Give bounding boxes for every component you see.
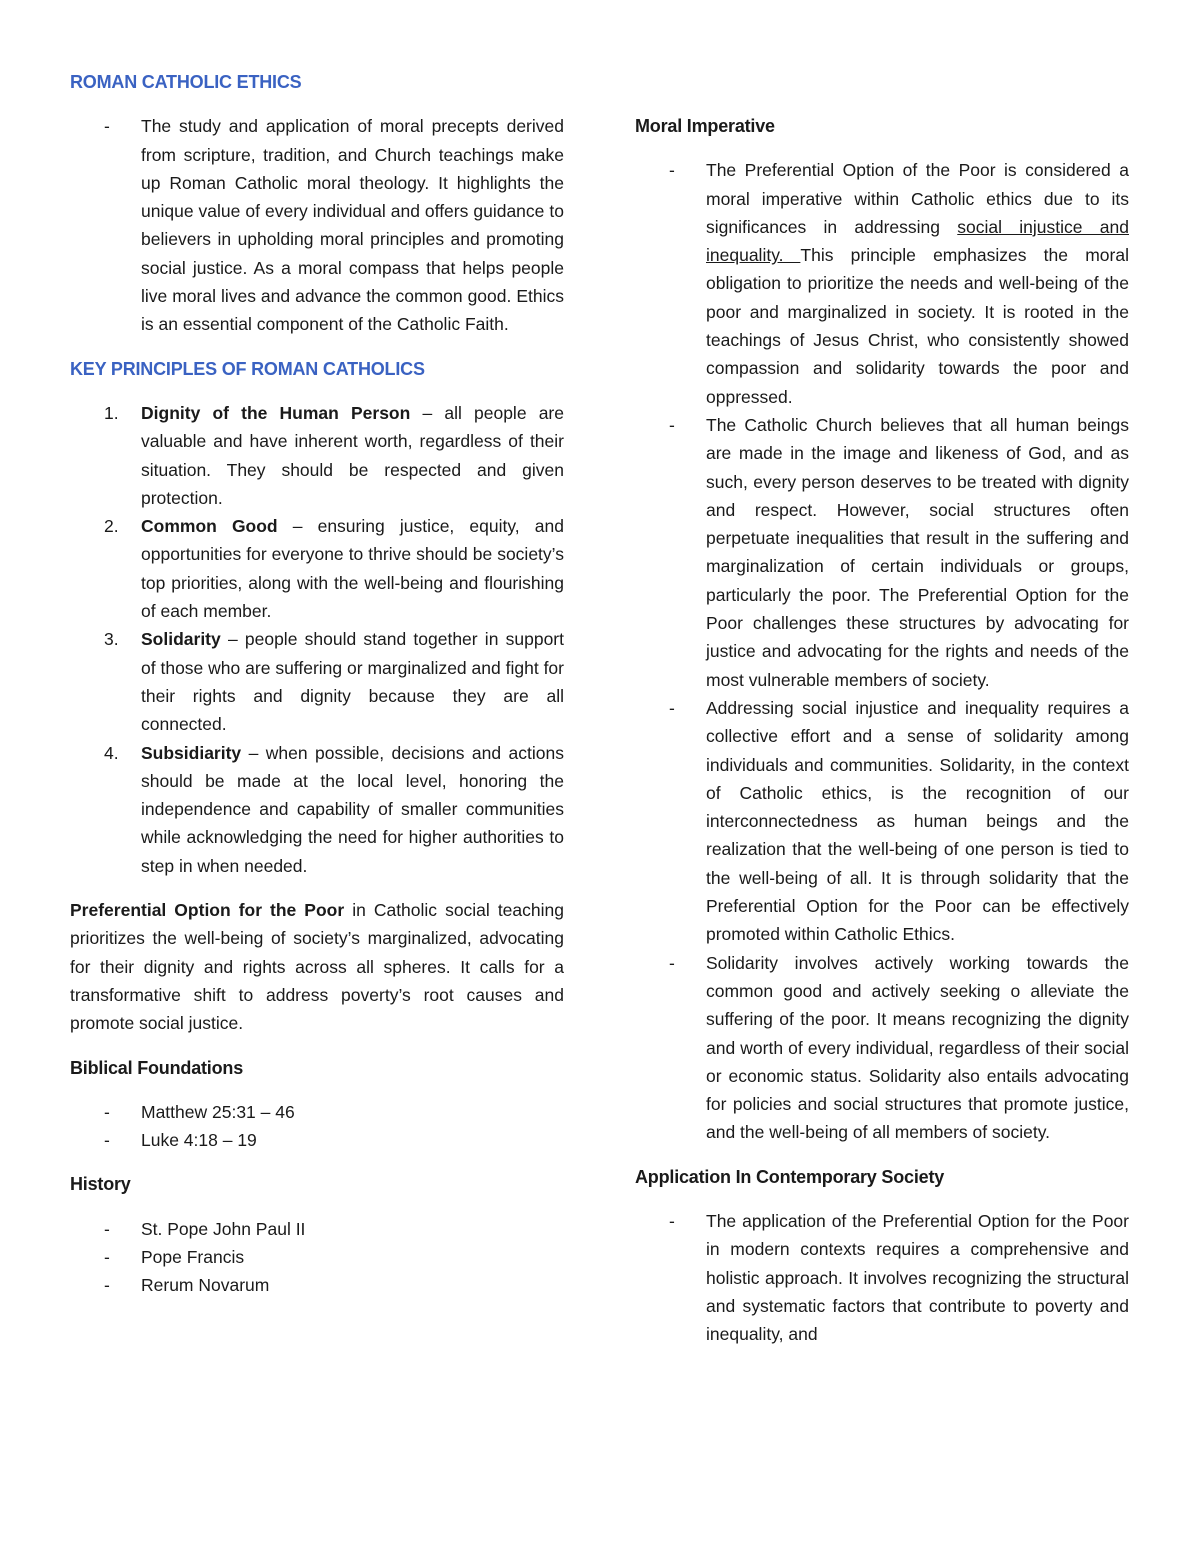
item-text: The Catholic Church believes that all human beings are made in the image and likeness of God, and as such, every person deserves to be treated with dignity and respect. However, social structures often perpetuate inequalities that result in the suffering and marginalization of certain individuals or groups, particularly the poor. The Preferential Option for the Poor challenges these structures by advocating for justice and advocating for the rights and needs of the most vulnerable members of society. <box>706 414 1129 690</box>
dash-marker: - <box>104 116 110 137</box>
list-number: 3. <box>104 629 119 650</box>
left-column <box>70 68 564 1316</box>
list-item <box>70 1271 564 1299</box>
list-item <box>70 112 564 338</box>
list-item <box>70 512 564 625</box>
list-item <box>70 739 564 880</box>
underlined-text: social injustice and inequality. <box>706 216 1129 266</box>
application-list <box>635 1207 1129 1348</box>
dash-marker: - <box>669 160 675 181</box>
intro-text: The study and application of moral precepts derived from scripture, tradition, and Church teachings make up Roman Catholic moral theology. It highlights the unique value of every individual and offers guidance to believers in upholding moral principles and promoting social justice. As a moral compass that helps people live moral lives and advance the common good. Ethics is an essential component of the Catholic Faith. <box>141 116 564 335</box>
dash-marker: - <box>104 1218 110 1239</box>
item-text: This principle emphasizes the moral obligation to prioritize the needs and well-being of the poor and marginalized in society. It is rooted in the teachings of Jesus Christ, who consistently showed compassion and solidarity towards the poor and oppressed. <box>706 245 1129 407</box>
list-item <box>635 156 1129 411</box>
list-number: 1. <box>104 402 119 423</box>
biblical-foundations-heading: Biblical Foundations <box>70 1057 244 1078</box>
list-item <box>635 949 1129 1147</box>
dash-marker: - <box>104 1275 110 1296</box>
principle-text: – all people are valuable and have inherent worth, regardless of their situation. They should be respected and given protection. <box>141 402 564 508</box>
list-item <box>70 1215 564 1243</box>
right-column <box>635 112 1129 1364</box>
list-item <box>70 1243 564 1271</box>
dash-marker: - <box>669 414 675 435</box>
list-item <box>635 1207 1129 1348</box>
biblical-item: Matthew 25:31 – 46 <box>141 1101 295 1122</box>
intro-list <box>70 112 564 338</box>
list-item <box>70 625 564 738</box>
dash-marker: - <box>669 697 675 718</box>
biblical-list <box>70 1098 564 1155</box>
list-number: 2. <box>104 516 119 537</box>
list-item <box>70 1126 564 1154</box>
preferential-option-paragraph <box>70 896 564 1037</box>
biblical-item: Luke 4:18 – 19 <box>141 1130 257 1151</box>
dash-marker: - <box>104 1130 110 1151</box>
dash-marker: - <box>669 1210 675 1231</box>
preferential-option-text: in Catholic social teaching prioritizes the well-being of society’s marginalized, advocating for their dignity and rights across all spheres. It calls for a transformative shift to address poverty’s root causes and promote social justice. <box>70 900 564 1034</box>
list-item <box>635 411 1129 694</box>
item-text: Addressing social injustice and inequality requires a collective effort and a sense of solidarity among individuals and communities. Solidarity, in the context of Catholic ethics, is the recognition of our interconnectedness as human beings and the realization that the well-being of one person is tied to the well-being of all. It is through solidarity that the Preferential Option for the Poor can be effectively promoted within Catholic Ethics. <box>706 697 1129 945</box>
application-heading: Application In Contemporary Society <box>635 1166 945 1187</box>
principle-term: Subsidiarity <box>141 742 242 763</box>
dash-marker: - <box>669 952 675 973</box>
page-title: ROMAN CATHOLIC ETHICS <box>70 72 302 92</box>
history-item: Rerum Novarum <box>141 1275 270 1296</box>
item-text: Solidarity involves actively working towards the common good and actively seeking o alleviate the suffering of the poor. It means recognizing the dignity and worth of every individual, regardless of their social or economic status. Solidarity also entails advocating for policies and social structures that promote justice, and the well-being of all members of society. <box>706 952 1129 1143</box>
principle-term: Dignity of the Human Person <box>141 402 411 423</box>
moral-imperative-list <box>635 156 1129 1146</box>
history-item: Pope Francis <box>141 1246 245 1267</box>
dash-marker: - <box>104 1101 110 1122</box>
list-item <box>635 694 1129 949</box>
list-item <box>70 399 564 512</box>
principle-text: – when possible, decisions and actions should be made at the local level, honoring the independence and capability of smaller communities while acknowledging the need for higher authorities to step in when needed. <box>141 742 564 876</box>
item-text: The Preferential Option of the Poor is considered a moral imperative within Catholic ethics due to its significances in addressing <box>706 160 1129 237</box>
principle-text: – ensuring justice, equity, and opportunities for everyone to thrive should be society’s top priorities, along with the well-being and flourishing of each member. <box>141 516 564 622</box>
moral-imperative-heading: Moral Imperative <box>635 116 775 136</box>
item-text: The application of the Preferential Option for the Poor in modern contexts requires a comprehensive and holistic approach. It involves recognizing the structural and systematic factors that contribute to poverty and inequality, and <box>706 1210 1129 1345</box>
preferential-option-term: Preferential Option for the Poor <box>70 900 345 921</box>
list-number: 4. <box>104 742 119 763</box>
principle-term: Solidarity <box>141 629 221 650</box>
dash-marker: - <box>104 1246 110 1267</box>
principle-text: – people should stand together in support of those who are suffering or marginalized and fight for their rights and dignity because they are all connected. <box>141 629 564 735</box>
history-heading: History <box>70 1174 131 1195</box>
history-list <box>70 1215 564 1300</box>
principles-list <box>70 399 564 880</box>
key-principles-heading: KEY PRINCIPLES OF ROMAN CATHOLICS <box>70 358 425 379</box>
principle-term: Common Good <box>141 516 278 537</box>
history-item: St. Pope John Paul II <box>141 1218 306 1239</box>
list-item <box>70 1098 564 1126</box>
